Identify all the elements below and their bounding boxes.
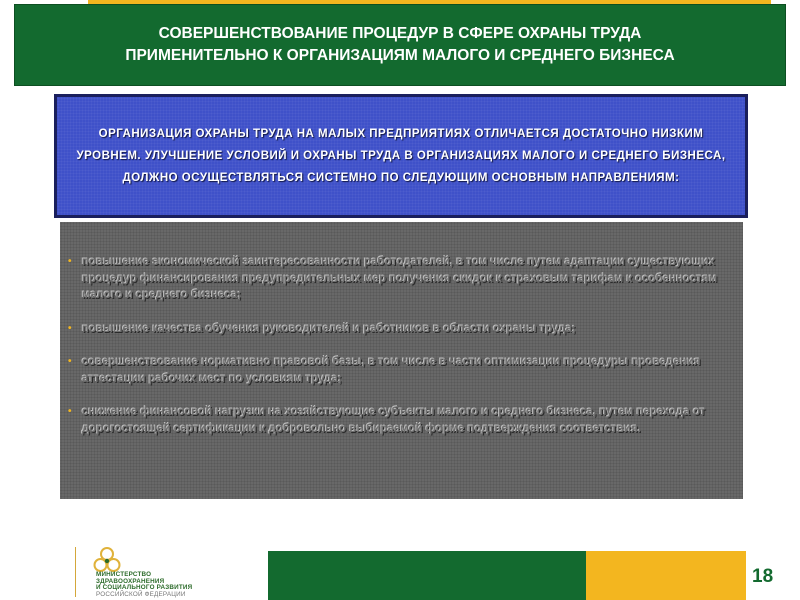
slide-title (14, 4, 786, 86)
footer-divider (75, 547, 76, 597)
footer-green-bar (268, 551, 586, 600)
directions-list (68, 254, 729, 437)
bullet-icon: • (68, 256, 72, 267)
list-item (68, 354, 729, 387)
bullet-icon: • (68, 406, 72, 417)
list-item-text: совершенствование нормативно правовой базы, в том числе в части оптимизации процедуры проведения аттестации рабочих мест по условиям труда; (82, 356, 701, 385)
intro-panel (54, 94, 748, 218)
ministry-line-4: РОССИЙСКОЙ ФЕДЕРАЦИИ (96, 590, 186, 598)
list-item (68, 321, 729, 338)
list-item (68, 404, 729, 437)
bullet-icon: • (68, 356, 72, 367)
slide-title-line-2: ПРИМЕНИТЕЛЬНО К ОРГАНИЗАЦИЯМ МАЛОГО И СРЕДНЕГО БИЗНЕСА (125, 47, 675, 64)
directions-panel (60, 222, 743, 499)
ministry-name (96, 572, 192, 598)
slide-title-line-1: СОВЕРШЕНСТВОВАНИЕ ПРОЦЕДУР В СФЕРЕ ОХРАНЫ ТРУДА (158, 25, 642, 42)
page-number: 18 (752, 566, 774, 587)
ministry-line-1: МИНИСТЕРСТВО (96, 571, 152, 578)
footer-yellow-bar (586, 551, 746, 600)
ministry-line-2: ЗДРАВООХРАНЕНИЯ (96, 577, 165, 585)
bullet-icon: • (68, 322, 72, 334)
list-item-text: снижение финансовой нагрузки на хозяйствующие субъекты малого и среднего бизнеса, путем перехода от дорогостоящей сертификации к добровольно выбираемой форме подтверждения соответствия. (82, 406, 706, 435)
intro-text: ОРГАНИЗАЦИЯ ОХРАНЫ ТРУДА НА МАЛЫХ ПРЕДПРИЯТИЯХ ОТЛИЧАЕТСЯ ДОСТАТОЧНО НИЗКИМ УРОВНЕМ. УЛУЧШЕНИЕ УСЛОВИЙ И ОХРАНЫ ТРУДА В ОРГАНИЗАЦИЯХ МАЛОГО И СРЕДНЕГО БИЗНЕСА, ДОЛЖНО ОСУЩЕСТВЛЯТЬСЯ СИСТЕМНО ПО СЛЕДУЮЩИМ ОСНОВНЫМ НАПРАВЛЕНИЯМ: (76, 128, 726, 184)
ministry-line-3: И СОЦИАЛЬНОГО РАЗВИТИЯ (96, 584, 193, 592)
list-item-text: повышение качества обучения руководителей и работников в области охраны труда; (82, 322, 576, 335)
list-item-text: повышение экономической заинтересованности работодателей, в том числе путем адаптации существующих процедур финансирования предупредительных мер получения скидок к страховым тарифам к особенностям малого и среднего бизнеса; (82, 256, 718, 301)
list-item (68, 254, 729, 304)
